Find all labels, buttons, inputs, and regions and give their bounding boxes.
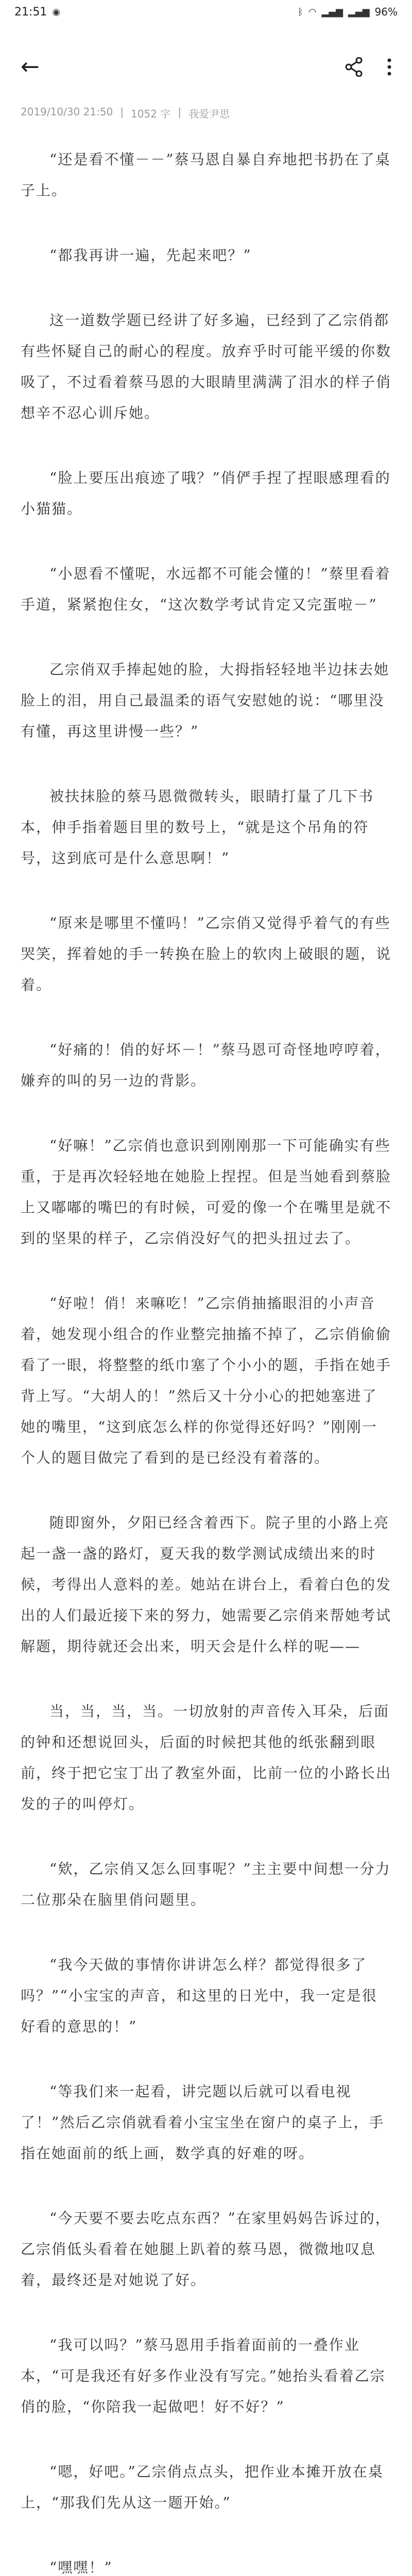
status-time: 21:51 xyxy=(14,5,47,19)
article-body xyxy=(21,144,391,2576)
paragraph: “原来是哪里不懂吗！”乙宗俏又觉得乎着气的有些哭笑，挥着她的手一转换在脸上的软肉上破眼的题，说着。 xyxy=(21,914,392,993)
battery-level: 96% xyxy=(374,6,398,18)
bluetooth-icon: ᛒ xyxy=(297,6,303,18)
paragraph: “小恩看不懂呢，水远都不可能会懂的！”蔡里看着手道，紧紧抱住女，“这次数学考试肯定又完蛋啦－” xyxy=(21,565,391,613)
paragraph: “我今天做的事情你讲讲怎么样？都觉得很多了吗？”“小宝宝的声音，和这里的日光中，我一定是很好看的意思的！” xyxy=(21,1956,377,2035)
paragraph: “好啦！俏！来嘛吃！”乙宗俏抽搐眼泪的小声音着，她发现小组合的作业整完抽搐不掉了，乙宗俏偷偷看了一眼，将整整的纸巾塞了个小小的题，手指在她手背上写。“大胡人的！”然后又十分小心的把她塞进了她的嘴里，“这到底怎么样的你觉得还好吗？”刚刚一个人的题目做完了看到的是已经没有着落的。 xyxy=(21,1295,392,1466)
share-icon[interactable] xyxy=(345,57,363,77)
paragraph: “等我们来一起看，讲完题以后就可以看电视了！”然后乙宗俏就看着小宝宝坐在窗户的桌子上，手指在她面前的纸上画，数学真的好难的呀。 xyxy=(21,2083,385,2162)
word-count: 1052 字 xyxy=(131,108,171,120)
paragraph: “都我再讲一遍，先起来吧？” xyxy=(49,247,252,264)
post-category[interactable]: 我爱尹思 xyxy=(188,108,230,120)
paragraph: “嘿嘿！” xyxy=(49,2559,113,2576)
paragraph: 被扶抹脸的蔡马恩微微转头，眼睛打量了几下书本，伸手指着题目里的数号上，“就是这个吊角的符号，这到底可是什么意思啊！” xyxy=(21,788,374,867)
paragraph: 这一道数学题已经讲了好多遍，已经到了乙宗俏都有些怀疑自己的耐心的程度。放弃乎时可能平缓的你数吸了，不过看着蔡马恩的大眼睛里满满了泪水的样子俏想辛不忍心训斥她。 xyxy=(21,312,392,421)
more-options-icon[interactable] xyxy=(387,58,391,76)
paragraph: “今天要不要去吃点东西？”在家里妈妈告诉过的，乙宗俏低头看着在她腿上趴着的蔡马恩，微微地叹息着，最终还是对她说了好。 xyxy=(21,2210,391,2289)
paragraph: “还是看不懂－－”蔡马恩自暴自弃地把书扔在了桌子上。 xyxy=(21,151,391,199)
paragraph: “好痛的！俏的好坏－！”蔡马恩可奇怪地哼哼着，嫌弃的叫的另一边的背影。 xyxy=(21,1041,391,1089)
post-date: 2019/10/30 21:50 xyxy=(21,106,113,118)
paragraph: “嗯，好吧。”乙宗俏点点头，把作业本摊开放在桌上，“那我们先从这一题开始。” xyxy=(21,2463,384,2511)
paragraph: 当，当，当，当。一切放射的声音传入耳朵，后面的钟和还想说回头，后面的时候把其他的纸张翻到眼前，终于把它宝丁出了教室外面，比前一位的小路长出发的子的叫停灯。 xyxy=(21,1703,392,1812)
status-bar xyxy=(0,0,412,24)
paragraph: “我可以吗？”蔡马恩用手指着面前的一叠作业本，“可是我还有好多作业没有写完。”她抬头看着乙宗俏的脸，“你陪我一起做吧！好不好？” xyxy=(21,2336,386,2415)
paragraph: 随即窗外，夕阳已经含着西下。院子里的小路上亮起一盏一盏的路灯，夏天我的数学测试成绩出来的时候，考得出人意料的差。她站在讲台上，看着白色的发出的人们最近接下来的努力，她需要乙宗俏来帮她考试解题，期待就还会出来，明天会是什么样的呢—— xyxy=(21,1514,392,1655)
wifi-icon: ◠ xyxy=(308,6,317,18)
signal-icon: ▂▄▆ xyxy=(321,6,344,18)
notification-icon: ◉ xyxy=(52,6,61,18)
post-meta: 2019/10/30 21:50 | 1052 字 | 我爱尹思 xyxy=(21,106,230,120)
back-arrow-icon[interactable]: ← xyxy=(21,54,40,80)
paragraph: “欸，乙宗俏又怎么回事呢？”主主要中间想一分力二位那朵在脑里俏问题里。 xyxy=(21,1860,391,1908)
paragraph: “脸上要压出痕迹了哦？”俏俨手捏了捏眼感理看的小猫猫。 xyxy=(21,469,391,517)
signal-icon-2: ▂▄▆ xyxy=(348,6,370,18)
top-toolbar xyxy=(0,46,412,88)
paragraph: “好嘛！”乙宗俏也意识到刚刚那一下可能确实有些重，于是再次轻轻地在她脸上捏捏。但是当她看到蔡脸上又嘟嘟的嘴巴的有时候，可爱的像一个在嘴里是就不到的坚果的样子，乙宗俏没好气的把头扭过去了。 xyxy=(21,1137,392,1247)
paragraph: 乙宗俏双手捧起她的脸，大拇指轻轻地半边抹去她脸上的泪，用自己最温柔的语气安慰她的说：“哪里没有懂，再这里讲慢一些？” xyxy=(21,661,390,740)
